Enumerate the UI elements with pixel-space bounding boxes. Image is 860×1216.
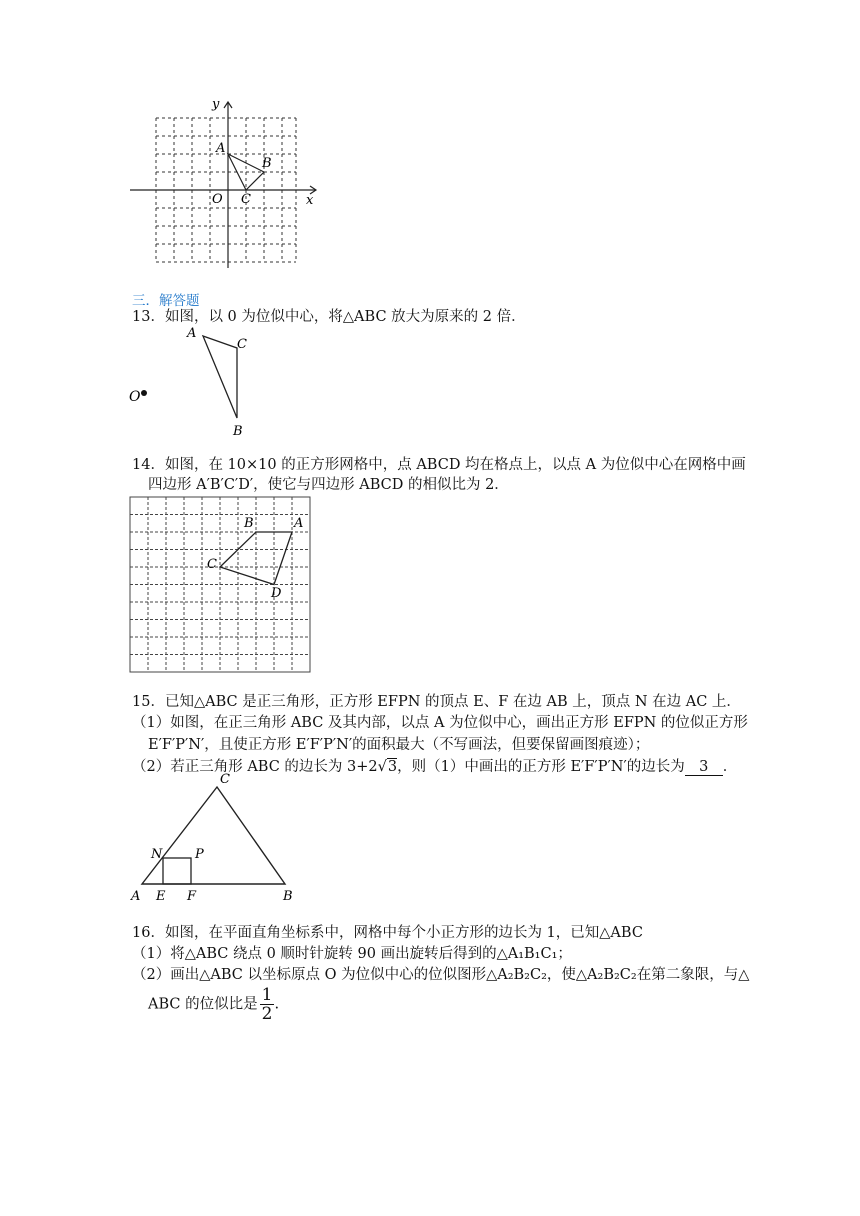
fraction-one-half: [260, 986, 275, 1023]
point-c-label: C: [207, 557, 217, 572]
fraction-numerator: 1: [261, 985, 273, 1005]
q16-line2: （1）将△ABC 绕点 0 顺时针旋转 90 画出旋转后得到的△A₁B₁C₁；: [132, 946, 572, 962]
q13-text: 13．如图，以 0 为位似中心，将△ABC 放大为原来的 2 倍．: [132, 309, 526, 325]
q15-line4-prefix: （2）若正三角形 ABC 的边长为 3+2: [132, 759, 378, 775]
point-a-label: A: [294, 516, 304, 531]
point-f-label: F: [187, 889, 197, 904]
sqrt-radicand: 3: [387, 759, 398, 775]
fig13-triangle: [125, 325, 265, 440]
point-n-label: N: [151, 847, 163, 862]
point-c-label: C: [220, 772, 230, 787]
point-b-label: B: [244, 516, 254, 531]
x-axis-label: x: [306, 193, 314, 208]
y-axis-label: y: [212, 97, 220, 112]
q16-line1: 16．如图，在平面直角坐标系中，网格中每个小正方形的边长为 1，已知△ABC: [132, 925, 643, 941]
point-a-label: A: [131, 889, 141, 904]
fig15-triangle: [125, 770, 305, 905]
section-title: 三．解答题: [132, 293, 200, 309]
origin-label: O: [212, 192, 223, 207]
q14-line2: 四边形 A′B′C′D′，使它与四边形 ABCD 的相似比为 2．: [148, 477, 509, 493]
fig12-coordinate-grid: [120, 96, 330, 276]
point-c-label: C: [237, 337, 247, 352]
point-d-label: D: [271, 586, 282, 601]
point-b-label: B: [283, 889, 293, 904]
point-a-label: A: [216, 141, 226, 156]
q15-line4-middle: ，则（1）中画出的正方形 E′F′P′N′的边长为: [397, 759, 685, 775]
sqrt-symbol: √: [377, 759, 387, 775]
point-c-label: C: [241, 192, 251, 207]
point-b-label: B: [233, 424, 243, 439]
point-o-label: O: [129, 389, 141, 405]
q15-answer-blank: 3: [685, 759, 723, 776]
point-p-label: P: [195, 847, 204, 862]
q15-line3: E′F′P′N′，且使正方形 E′F′P′N′的面积最大（不写画法，但要保留画图痕迹）；: [148, 737, 650, 753]
point-b-label: B: [262, 156, 272, 171]
q16-line4-end: .: [274, 996, 280, 1013]
fraction-denominator: 2: [261, 1004, 273, 1024]
q16-line4-text: ABC 的位似比是: [148, 996, 258, 1013]
q16-line4: [148, 986, 279, 1023]
fig14-grid: [125, 490, 315, 675]
q16-line3: （2）画出△ABC 以坐标原点 O 为位似中心的位似图形△A₂B₂C₂，使△A₂B₂C₂在第二象限，与△: [132, 967, 750, 983]
q15-line1: 15．已知△ABC 是正三角形，正方形 EFPN 的顶点 E、F 在边 AB 上，顶点 N 在边 AC 上．: [132, 694, 741, 710]
q14-line1: 14．如图，在 10×10 的正方形网格中，点 ABCD 均在格点上，以点 A 为位似中心在网格中画: [132, 457, 746, 473]
q15-line4-end: ．: [722, 759, 738, 775]
point-a-label: A: [187, 326, 197, 341]
q15-line2: （1）如图，在正三角形 ABC 及其内部，以点 A 为位似中心，画出正方形 EFPN 的位似正方形: [132, 715, 748, 731]
point-e-label: E: [156, 889, 166, 904]
